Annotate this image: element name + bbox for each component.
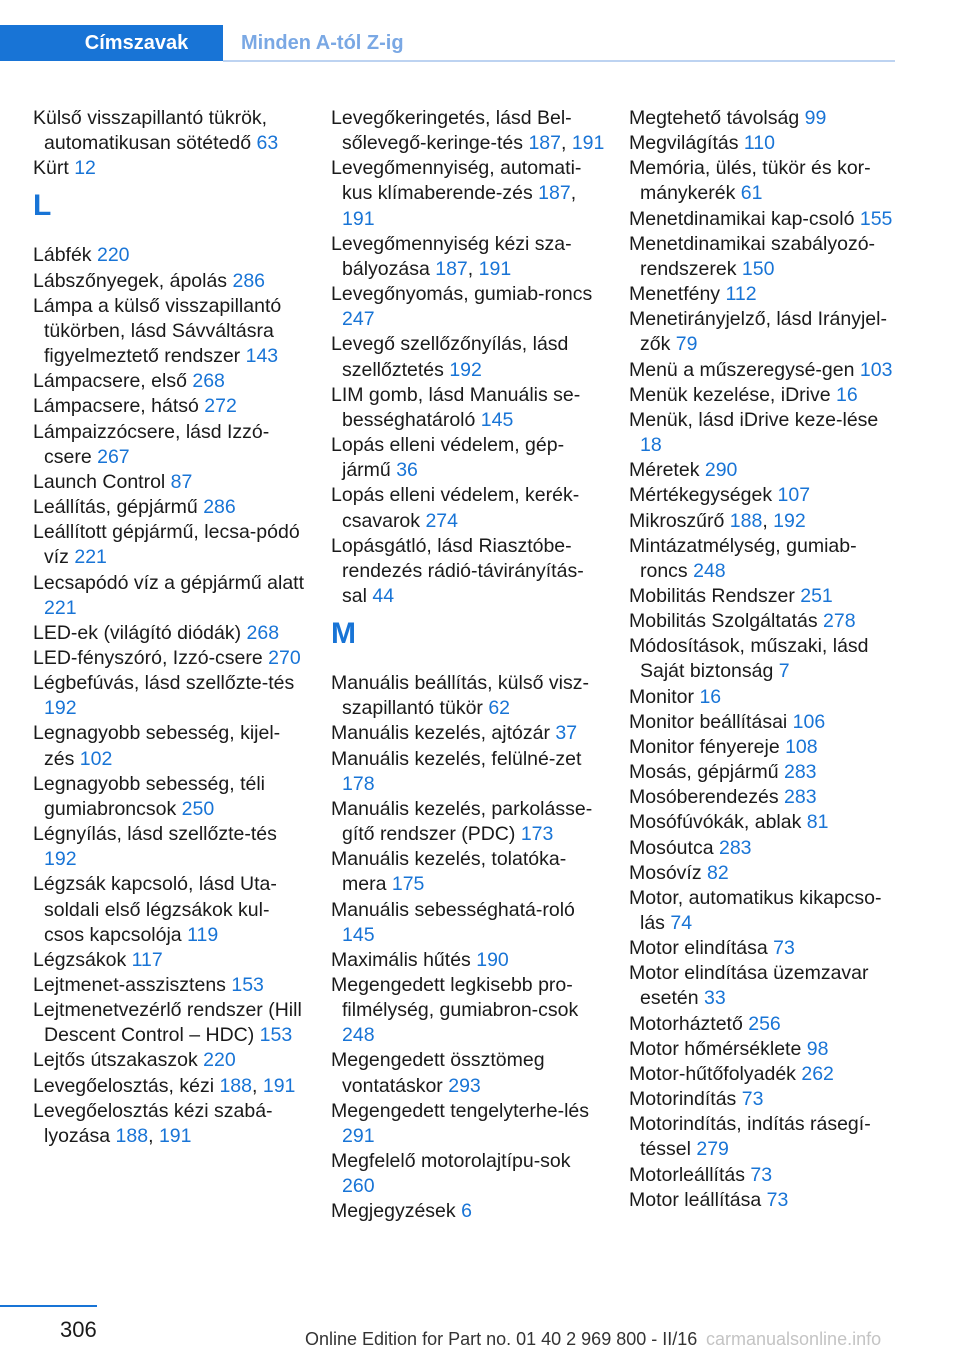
page-reference-link[interactable]: 16: [836, 383, 858, 406]
entry-term: Mosófúvókák, ablak: [629, 811, 807, 834]
page-reference-link[interactable]: 106: [792, 710, 826, 733]
page-reference-link[interactable]: 191: [478, 257, 512, 280]
page-reference-link[interactable]: 251: [800, 584, 833, 607]
index-entry: [33, 394, 308, 419]
entry-term: Motor leállítása: [629, 1188, 767, 1211]
entry-term: Legnagyobb sebesség, téli gumiabroncsok: [33, 772, 266, 820]
page-reference-link[interactable]: 44: [372, 584, 395, 607]
page-reference-link[interactable]: 119: [187, 923, 219, 946]
entry-term: Menü a műszeregysé‐gen: [629, 358, 860, 381]
entry-term: Mértékegységek: [629, 484, 778, 507]
index-entry: [629, 861, 904, 886]
page-reference-link[interactable]: 291: [342, 1124, 375, 1147]
entry-term: Maximális hűtés: [331, 948, 477, 971]
index-entry: [331, 973, 606, 1048]
page-reference-link[interactable]: 73: [773, 937, 795, 960]
page-reference-link[interactable]: 221: [74, 546, 107, 569]
entry-term: Menetdinamikai kap‐csoló: [629, 207, 860, 230]
watermark: carmanualsonline.info: [706, 1329, 882, 1349]
page-reference-link[interactable]: 81: [806, 811, 829, 834]
page-reference-link[interactable]: 286: [203, 496, 236, 519]
page-reference-link[interactable]: 192: [44, 697, 77, 720]
page-reference-link[interactable]: 191: [262, 1074, 296, 1097]
index-entry: [629, 383, 904, 408]
page-reference-link[interactable]: 192: [44, 848, 77, 871]
index-entry: [629, 710, 904, 735]
entry-term: Motor hőmérséklete: [629, 1037, 807, 1060]
footer-rule: [0, 1305, 97, 1307]
reference-separator: ,: [467, 257, 479, 280]
entry-term: Kürt: [33, 157, 75, 180]
tab-cimszavak[interactable]: Címszavak: [0, 25, 223, 61]
index-entry: [331, 383, 606, 433]
page-reference-link[interactable]: 103: [859, 358, 893, 381]
entry-term: Mosóutca: [629, 836, 719, 859]
page-reference-link[interactable]: 102: [79, 747, 113, 770]
entry-term: Megengedett legkisebb pro‐filmélység, gumiabron‐csok: [331, 974, 579, 1022]
reference-separator: ,: [762, 509, 774, 532]
page-reference-link[interactable]: 188: [219, 1074, 252, 1097]
entry-term: Levegőmennyiség kézi sza‐bályozása: [331, 232, 572, 280]
page-reference-link[interactable]: 221: [44, 596, 77, 619]
page-reference-link[interactable]: 256: [748, 1012, 781, 1035]
index-entry: [33, 369, 308, 394]
index-entry: [629, 106, 904, 131]
page-reference-link[interactable]: 290: [704, 459, 738, 482]
entry-term: Lejtmenet-asszisztens: [33, 974, 232, 996]
page-reference-link[interactable]: 268: [246, 621, 280, 644]
index-entry: [629, 307, 904, 357]
entry-term: Motor elindítása: [629, 937, 774, 960]
entry-term: Leállítás, gépjármű: [33, 496, 204, 519]
page-reference-link[interactable]: 107: [777, 484, 811, 507]
page-reference-link[interactable]: 283: [783, 761, 817, 784]
page-reference-link[interactable]: 87: [170, 470, 193, 493]
entry-term: LIM gomb, lásd Manuális se‐bességhatároló: [331, 383, 581, 431]
entry-term: Méretek: [629, 459, 705, 482]
index-column-1: [33, 106, 308, 1149]
edition-note: Online Edition for Part no. 01 40 2 969 800 - II/16: [305, 1329, 698, 1349]
index-entry: [33, 872, 308, 947]
entry-term: Menük, lásd iDrive keze‐lése: [629, 408, 879, 431]
index-entry: [33, 1099, 308, 1149]
entry-term: Megfelelő motorolajtípu‐sok: [331, 1150, 571, 1173]
entry-term: Levegőelosztás kézi szabá‐lyozása: [33, 1099, 273, 1147]
entry-term: Külső visszapillantó tükrök, automatikusan sötétedő: [33, 107, 268, 155]
entry-term: Motorháztető: [629, 1012, 749, 1035]
index-entry: [33, 269, 308, 294]
entry-term: Lábszőnyegek, ápolás: [33, 269, 233, 292]
reference-separator: ,: [570, 182, 577, 205]
index-entry: [331, 534, 606, 609]
page-reference-link[interactable]: 18: [640, 434, 662, 457]
page-reference-link[interactable]: 82: [707, 861, 729, 884]
index-entry: [629, 936, 904, 961]
entry-term: Lopás elleni védelem, gép‐jármű: [331, 434, 565, 482]
page-reference-link[interactable]: 267: [97, 445, 130, 468]
index-entry: [629, 131, 904, 156]
index-entry: [33, 495, 308, 520]
index-entry: [629, 1062, 904, 1087]
tab-divider: [223, 60, 895, 62]
entry-term: Motor elindítása üzemzavar esetén: [629, 962, 869, 1010]
page-reference-link[interactable]: 74: [670, 912, 693, 934]
entry-term: Legnagyobb sebesség, kijel‐zés: [33, 722, 281, 770]
entry-term: Lábfék: [33, 244, 97, 267]
page-reference-link[interactable]: 187: [528, 132, 561, 155]
page-reference-link[interactable]: 262: [801, 1062, 834, 1085]
entry-term: LED-ek (világító diódák): [33, 621, 247, 644]
page-reference-link[interactable]: 117: [131, 948, 163, 971]
entry-term: Megengedett tengelyterhe‐lés: [331, 1099, 590, 1122]
index-entry: [629, 584, 904, 609]
index-entry: [331, 433, 606, 483]
index-entry: [331, 847, 606, 897]
index-entry: [629, 609, 904, 634]
entry-term: Levegő szellőzőnyílás, lásd szellőztetés: [331, 333, 569, 381]
entry-term: Lopásgátló, lásd Riasztóbe‐rendezés rádió-távirányítás‐sal: [331, 534, 584, 607]
index-entry: [33, 721, 308, 771]
page-reference-link[interactable]: 98: [806, 1037, 829, 1060]
page-reference-link[interactable]: 63: [256, 132, 279, 155]
page-reference-link[interactable]: 73: [766, 1188, 789, 1211]
index-entry: [629, 1087, 904, 1112]
entry-term: Memória, ülés, tükör és kor‐mánykerék: [629, 157, 871, 205]
page-reference-link[interactable]: 268: [192, 370, 225, 393]
page-reference-link[interactable]: 99: [804, 107, 827, 129]
index-entry: [33, 973, 308, 998]
page-reference-link[interactable]: 248: [342, 1024, 375, 1047]
index-entry: [33, 106, 308, 156]
index-entry: [331, 483, 606, 533]
page-reference-link[interactable]: 191: [158, 1124, 192, 1147]
entry-term: Légzsákok: [33, 948, 132, 971]
index-entry: [33, 621, 308, 646]
index-entry: [629, 886, 904, 936]
page-reference-link[interactable]: 16: [699, 685, 722, 708]
entry-term: Manuális kezelés, parkolásse‐gítő rendszer (PDC): [331, 797, 593, 846]
index-entry: [33, 420, 308, 470]
index-entry: [629, 358, 904, 383]
entry-term: Lámpaizzócsere, lásd Izzó‐csere: [33, 420, 270, 468]
reference-separator: ,: [148, 1124, 159, 1147]
index-entry: [331, 282, 606, 332]
page-reference-link[interactable]: 6: [461, 1200, 472, 1223]
entry-term: Menetirányjelző, lásd Irányjel‐zők: [629, 308, 887, 356]
index-entry: [629, 785, 904, 810]
entry-term: Megengedett össztömeg vontatáskor: [331, 1049, 545, 1097]
page-reference-link[interactable]: 286: [232, 269, 266, 292]
page-reference-link[interactable]: 150: [741, 257, 775, 280]
entry-term: Lejtős útszakaszok: [33, 1049, 204, 1072]
index-entry: [331, 671, 606, 721]
entry-term: Levegőkeringetés, lásd Bel‐sőlevegő-keringe‐tés: [331, 107, 572, 155]
entry-term: Lámpacsere, hátsó: [33, 395, 205, 418]
page-reference-link[interactable]: 110: [743, 132, 775, 155]
index-entry: [331, 1099, 606, 1149]
page-reference-link[interactable]: 33: [703, 987, 726, 1010]
index-entry: [629, 1188, 904, 1213]
entry-term: Levegőelosztás, kézi: [33, 1074, 220, 1097]
page-reference-link[interactable]: 12: [74, 157, 96, 180]
entry-term: Mosóberendezés: [629, 786, 785, 809]
entry-term: Lámpa a külső visszapillantó tükörben, lásd Sávváltásra figyelmeztető rendszer: [33, 294, 282, 368]
index-entry: [33, 646, 308, 671]
index-column-2: [331, 106, 606, 1225]
page-reference-link[interactable]: 191: [342, 207, 375, 230]
index-entry: [331, 232, 606, 282]
entry-term: Lámpacsere, első: [33, 370, 193, 393]
entry-term: Leállított gépjármű, lecsa‐pódó víz: [33, 521, 300, 569]
page-reference-link[interactable]: 37: [555, 722, 578, 745]
index-entry: [33, 470, 308, 495]
page-reference-link[interactable]: 191: [571, 132, 605, 155]
reference-separator: ,: [560, 132, 572, 155]
index-letter-heading: M: [331, 617, 356, 651]
index-entry: [33, 156, 308, 181]
entry-term: Lejtmenetvezérlő rendszer (Hill Descent Control – HDC): [33, 999, 302, 1047]
index-entry: [629, 735, 904, 760]
page-reference-link[interactable]: 187: [435, 257, 468, 280]
tab-bar: [0, 25, 895, 61]
page-reference-link[interactable]: 270: [268, 646, 301, 669]
entry-term: Mosás, gépjármű: [629, 761, 784, 784]
index-entry: [629, 232, 904, 282]
index-entry: [331, 721, 606, 746]
page-reference-link[interactable]: 73: [741, 1088, 764, 1111]
index-entry: [331, 332, 606, 382]
page-reference-link[interactable]: 192: [773, 509, 806, 532]
index-entry: [629, 634, 904, 684]
index-entry: [33, 520, 308, 570]
page-reference-link[interactable]: 145: [342, 923, 375, 946]
page-reference-link[interactable]: 274: [425, 509, 458, 532]
entry-term: Megvilágítás: [629, 132, 744, 155]
page-reference-link[interactable]: 278: [823, 610, 856, 633]
index-entry: [629, 282, 904, 307]
entry-term: Megjegyzések: [331, 1200, 462, 1223]
index-entry: [629, 408, 904, 458]
page-reference-link[interactable]: 175: [391, 873, 425, 896]
index-entry: [629, 458, 904, 483]
index-entry: [629, 534, 904, 584]
page-reference-link[interactable]: 220: [203, 1049, 236, 1072]
entry-term: Lopás elleni védelem, kerék‐csavarok: [331, 484, 580, 532]
index-entry: [33, 1048, 308, 1073]
page-reference-link[interactable]: 188: [115, 1124, 149, 1147]
index-entry: [331, 747, 606, 797]
entry-term: Mobilitás Szolgáltatás: [629, 610, 824, 633]
index-entry: [331, 156, 606, 231]
page-reference-link[interactable]: 36: [396, 459, 418, 482]
page-reference-link[interactable]: 279: [696, 1138, 729, 1161]
page-reference-link[interactable]: 283: [784, 786, 817, 809]
reference-separator: ,: [252, 1074, 263, 1097]
entry-term: Légbefúvás, lásd szellőzte‐tés: [33, 672, 295, 695]
entry-term: Megtehető távolság: [629, 107, 805, 129]
entry-term: Manuális sebességhatá‐roló: [331, 898, 575, 921]
page-reference-link[interactable]: 153: [231, 974, 264, 996]
index-entry: [629, 961, 904, 1011]
page-reference-link[interactable]: 145: [480, 408, 514, 431]
entry-term: Mobilitás Rendszer: [629, 584, 801, 607]
entry-term: Monitor: [629, 685, 700, 708]
page-reference-link[interactable]: 108: [785, 735, 818, 758]
entry-term: Motor-hűtőfolyadék: [629, 1062, 802, 1085]
page-reference-link[interactable]: 173: [520, 823, 554, 846]
index-entry: [629, 760, 904, 785]
entry-term: Manuális kezelés, felülné‐zet: [331, 747, 582, 770]
entry-term: Levegőnyomás, gumiab‐roncs: [331, 283, 593, 306]
entry-term: Motorindítás: [629, 1088, 742, 1111]
page-reference-link[interactable]: 73: [750, 1163, 773, 1186]
index-entry: [629, 685, 904, 710]
page-reference-link[interactable]: 192: [449, 358, 482, 381]
page-number: 306: [60, 1317, 97, 1342]
entry-term: Mosóvíz: [629, 861, 708, 884]
page-reference-link[interactable]: 248: [693, 559, 726, 582]
entry-term: Módosítások, műszaki, lásd Saját biztonság: [629, 635, 869, 683]
index-entry: [629, 810, 904, 835]
index-entry: [33, 571, 308, 621]
index-entry: [629, 509, 904, 534]
index-entry: [331, 1149, 606, 1199]
entry-term: Mintázatmélység, gumiab‐roncs: [629, 534, 857, 582]
index-entry: [629, 1112, 904, 1162]
entry-term: Monitor beállításai: [629, 710, 793, 733]
page-reference-link[interactable]: 79: [675, 333, 698, 356]
index-entry: [33, 1074, 308, 1099]
entry-term: Menük kezelése, iDrive: [629, 383, 836, 406]
index-entry: [33, 671, 308, 721]
entry-term: Lecsapódó víz a gépjármű alatt: [33, 571, 305, 594]
entry-term: Manuális kezelés, ajtózár: [331, 722, 556, 745]
index-entry: [33, 948, 308, 973]
entry-term: Monitor fényereje: [629, 735, 786, 758]
page-reference-link[interactable]: 61: [740, 182, 763, 205]
page-reference-link[interactable]: 247: [342, 308, 375, 331]
entry-term: Menetfény: [629, 283, 726, 306]
page-reference-link[interactable]: 7: [778, 660, 790, 683]
index-entry: [331, 1048, 606, 1098]
page-reference-link[interactable]: 155: [859, 207, 893, 230]
page-reference-link[interactable]: 220: [96, 244, 130, 267]
page-reference-link[interactable]: 187: [538, 182, 571, 205]
index-entry: [629, 1012, 904, 1037]
entry-term: Launch Control: [33, 470, 171, 493]
index-entry: [331, 797, 606, 847]
entry-term: Manuális beállítás, külső visz‐szapillantó tükör: [331, 672, 589, 720]
entry-term: Motor, automatikus kikapcso‐lás: [629, 886, 882, 934]
index-entry: [33, 998, 308, 1048]
index-entry: [629, 836, 904, 861]
page-reference-link[interactable]: 62: [488, 697, 511, 720]
page-reference-link[interactable]: 112: [725, 283, 757, 306]
index-entry: [331, 1199, 606, 1224]
page-reference-link[interactable]: 283: [718, 836, 752, 859]
entry-term: Légzsák kapcsoló, lásd Uta‐soldali első légzsákok kul‐csos kapcsolója: [33, 873, 277, 946]
page-reference-link[interactable]: 190: [476, 948, 509, 971]
index-entry: [629, 207, 904, 232]
page-reference-link[interactable]: 188: [729, 509, 763, 532]
index-entry: [629, 156, 904, 206]
index-column-3: [629, 106, 904, 1213]
index-entry: [331, 898, 606, 948]
index-entry: [331, 948, 606, 973]
page-reference-link[interactable]: 250: [181, 797, 215, 820]
index-entry: [331, 106, 606, 156]
tab-minden-a-z[interactable]: Minden A-tól Z-ig: [241, 32, 404, 54]
index-entry: [629, 1163, 904, 1188]
entry-term: Légnyílás, lásd szellőzte‐tés: [33, 823, 277, 846]
entry-term: LED-fényszóró, Izzó‐csere: [33, 646, 269, 669]
entry-term: Levegőmennyiség, automati‐kus klímaberende‐zés: [331, 157, 582, 205]
entry-term: Manuális kezelés, tolatóka‐mera: [331, 848, 567, 896]
index-entry: [629, 483, 904, 508]
index-entry: [629, 1037, 904, 1062]
index-entry: [33, 822, 308, 872]
index-letter-heading: L: [33, 189, 52, 223]
index-entry: [33, 772, 308, 822]
page-reference-link[interactable]: 143: [245, 345, 279, 368]
page-reference-link[interactable]: 153: [259, 1024, 293, 1047]
entry-term: Menetdinamikai szabályozó‐rendszerek: [629, 232, 876, 280]
entry-term: Motorleállítás: [629, 1163, 751, 1186]
entry-term: Motorindítás, indítás rásegí‐téssel: [629, 1113, 871, 1161]
index-entry: [33, 294, 308, 369]
index-entry: [33, 243, 308, 268]
page-reference-link[interactable]: 272: [204, 395, 237, 418]
page-reference-link[interactable]: 178: [342, 772, 375, 795]
entry-term: Mikroszűrő: [629, 509, 730, 532]
page-reference-link[interactable]: 293: [448, 1074, 481, 1097]
page-reference-link[interactable]: 260: [342, 1175, 375, 1198]
